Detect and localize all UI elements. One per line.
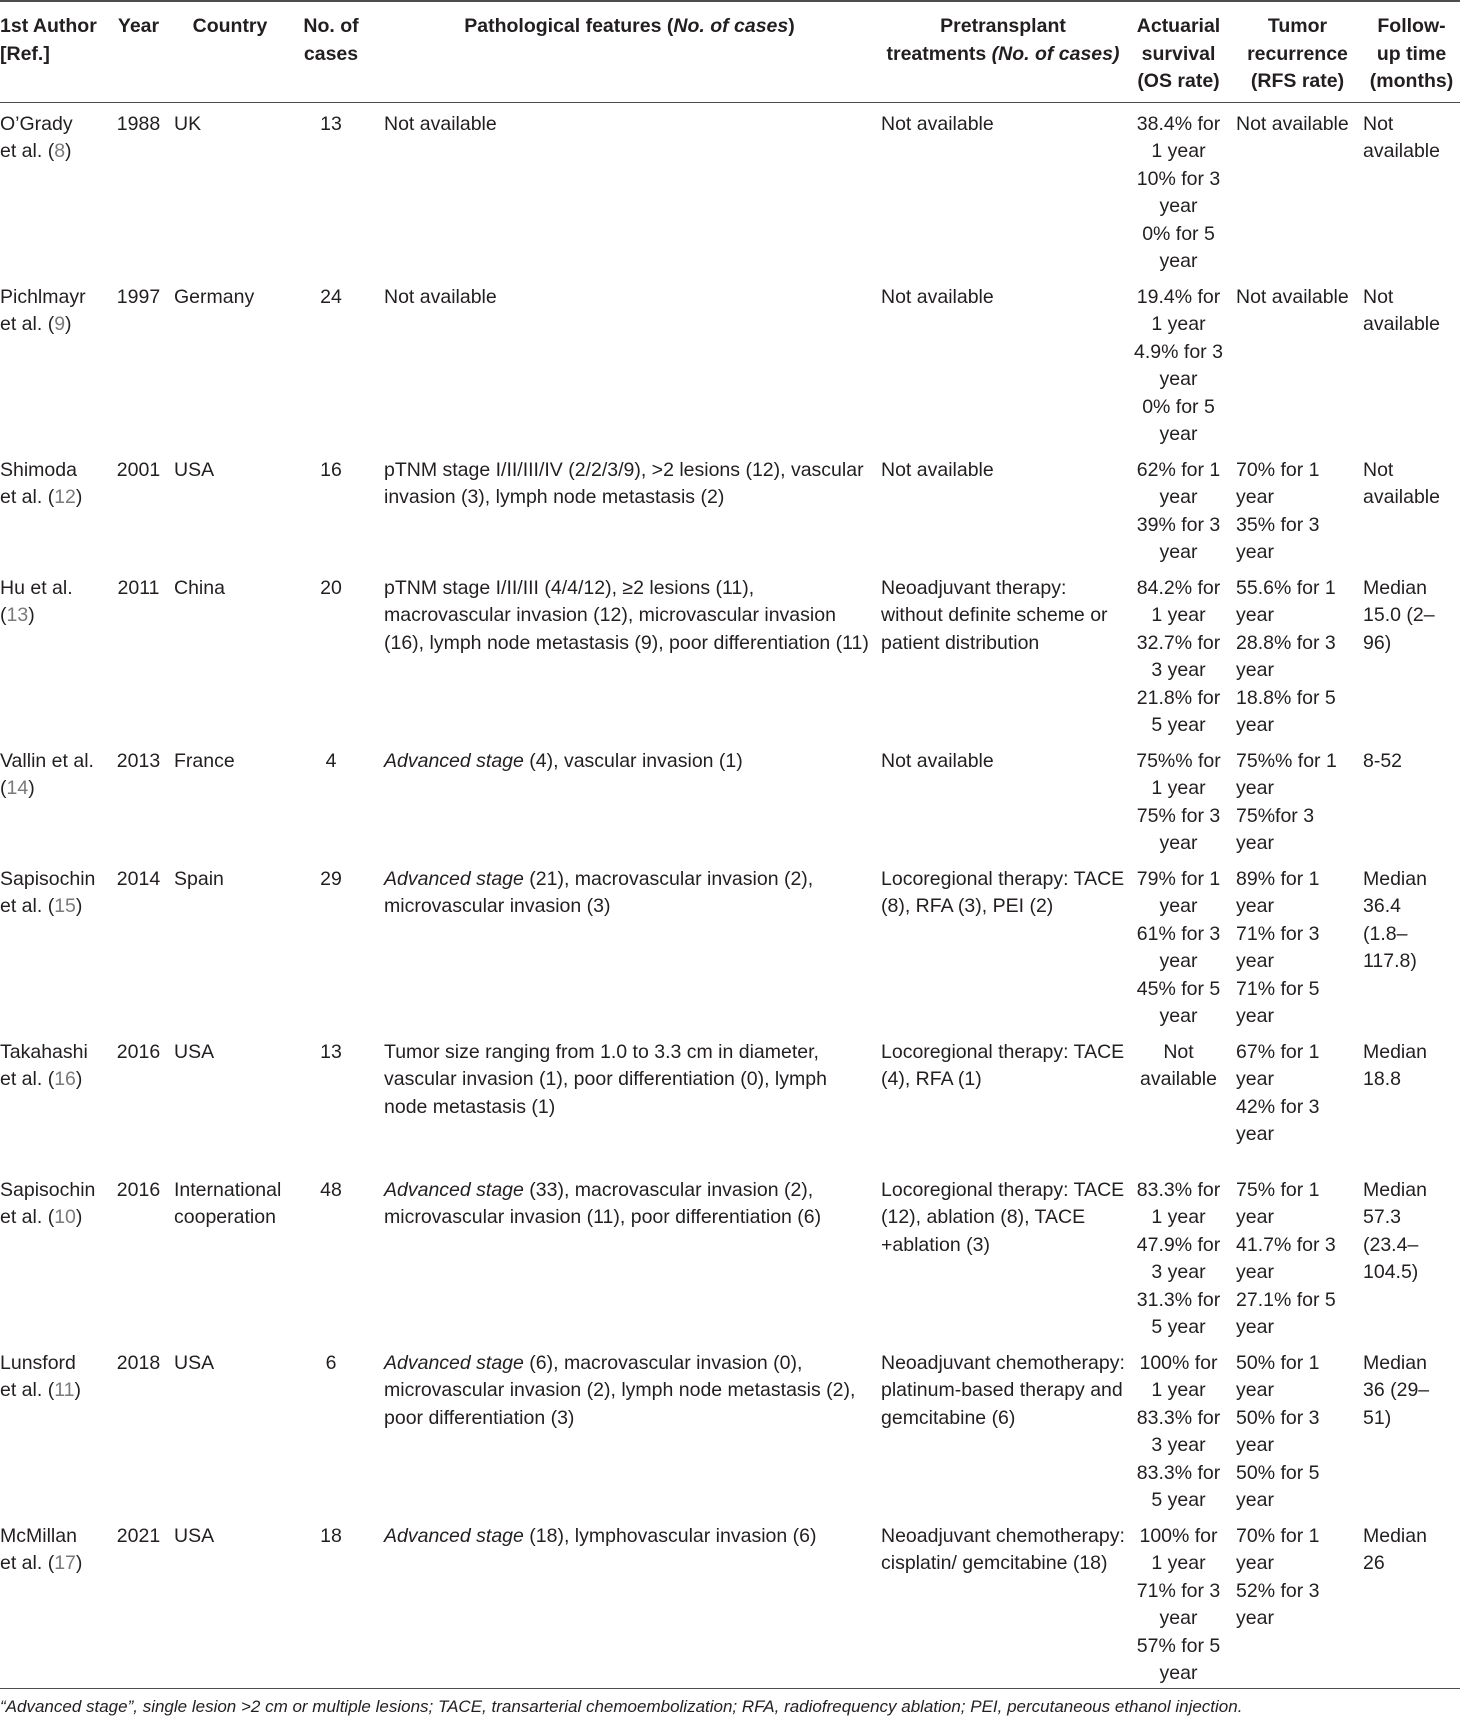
pathology-cell: Advanced stage (21), macrovascular invasion (2), microvascular invasion (3) (384, 867, 814, 917)
header-pathology: Pathological features (No. of cases) (376, 1, 875, 102)
reference-link[interactable]: 15 (54, 895, 76, 917)
os-cell: 83.3% for 1 year 47.9% for 3 year 31.3% for 5 year (1136, 1178, 1221, 1338)
author-cell: Sapisochin et al. (10) (0, 1178, 96, 1228)
year-cell: 2001 (116, 458, 161, 481)
cases-cell: 4 (325, 749, 337, 772)
followup-cell: Median 36 (29– 51) (1363, 1351, 1430, 1429)
pretransplant-cell: Neoadjuvant chemotherapy: cisplatin/ gemcitabine (18) (875, 1515, 1125, 1689)
pretransplant-cell: Locoregional therapy: TACE (4), RFA (1) (881, 1040, 1125, 1090)
country-cell: Spain (174, 867, 224, 890)
cases-cell: 20 (320, 576, 342, 599)
header-year: Year (111, 1, 166, 102)
followup-cell: Not available (1363, 285, 1440, 335)
country-cell: Germany (174, 285, 255, 308)
rfs-cell: 70% for 1 year 35% for 3 year (1236, 458, 1320, 563)
os-cell: 19.4% for 1 year 4.9% for 3 year 0% for 5 year (1134, 285, 1223, 445)
pretransplant-cell: Locoregional therapy: TACE (12), ablation (8), TACE +ablation (3) (881, 1178, 1125, 1256)
cases-cell: 48 (320, 1178, 342, 1201)
pathology-cell: Advanced stage (4), vascular invasion (1) (384, 749, 743, 772)
rfs-cell: 55.6% for 1 year 28.8% for 3 year 18.8% for 5 year (1236, 576, 1336, 736)
author-cell: O’Grady et al. (8) (0, 112, 73, 162)
rfs-cell: Not available (1236, 285, 1349, 308)
reference-link[interactable]: 10 (54, 1206, 76, 1228)
author-cell: Lunsford et al. (11) (0, 1351, 81, 1401)
reference-link[interactable]: 13 (6, 604, 29, 626)
year-cell: 1988 (116, 112, 161, 135)
year-cell: 2021 (111, 1515, 166, 1689)
year-cell: 1997 (116, 285, 161, 308)
pathology-cell: Advanced stage (18), lymphovascular invasion (6) (376, 1515, 875, 1689)
reference-link[interactable]: 17 (54, 1552, 76, 1574)
year-cell: 2016 (116, 1178, 161, 1201)
table-row (0, 449, 1460, 567)
os-cell: 84.2% for 1 year 32.7% for 3 year 21.8% for 5 year (1136, 576, 1221, 736)
author-cell: Vallin et al. (14) (0, 749, 94, 799)
pretransplant-cell: Neoadjuvant chemotherapy: platinum-based therapy and gemcitabine (6) (881, 1351, 1125, 1429)
rfs-cell: 50% for 1 year 50% for 3 year 50% for 5 year (1236, 1351, 1320, 1511)
cases-cell: 29 (320, 867, 342, 890)
cases-cell: 16 (320, 458, 342, 481)
os-cell: 75%% for 1 year 75% for 3 year (1136, 749, 1221, 854)
table-row (0, 1342, 1460, 1515)
os-cell: 100% for 1 year 83.3% for 3 year 83.3% for 5 year (1136, 1351, 1221, 1511)
cases-cell: 18 (286, 1515, 376, 1689)
cases-cell: 13 (320, 112, 342, 135)
table-row (0, 740, 1460, 858)
followup-cell: Median 26 (1359, 1515, 1460, 1689)
table-row (0, 858, 1460, 1031)
rfs-cell: 70% for 1 year 52% for 3 year (1232, 1515, 1359, 1689)
pretransplant-cell: Not available (881, 749, 994, 772)
year-cell: 2018 (116, 1351, 161, 1374)
followup-cell: 8-52 (1363, 749, 1403, 772)
pretransplant-cell: Not available (881, 285, 994, 308)
reference-link[interactable]: 9 (54, 313, 66, 335)
followup-cell: Median 18.8 (1363, 1040, 1427, 1090)
country-cell: International cooperation (174, 1178, 282, 1228)
year-cell: 2013 (116, 749, 161, 772)
cases-cell: 13 (320, 1040, 342, 1063)
followup-cell: Not available (1363, 112, 1440, 162)
os-cell: 38.4% for 1 year 10% for 3 year 0% for 5 year (1136, 112, 1221, 272)
header-row (0, 1, 1460, 102)
os-cell: 62% for 1 year 39% for 3 year (1136, 458, 1221, 563)
os-cell: 79% for 1 year 61% for 3 year 45% for 5 year (1136, 867, 1221, 1027)
table-footnote: “Advanced stage”, single lesion >2 cm or multiple lesions; TACE, transarterial chemoembolization; RFA, radiofrequency ablation; PEI, percutaneous ethanol injection. (0, 1696, 1243, 1716)
country-cell: USA (174, 1040, 215, 1063)
author-cell: Pichlmayr et al. (9) (0, 285, 86, 335)
pathology-cell: Advanced stage (6), macrovascular invasion (0), microvascular invasion (2), lymph node metastasis (2), poor differentiation (3) (384, 1351, 856, 1429)
pathology-cell: pTNM stage I/II/III/IV (2/2/3/9), >2 lesions (12), vascular invasion (3), lymph node metastasis (2) (384, 458, 864, 508)
os-cell: 100% for 1 year 71% for 3 year 57% for 5 year (1125, 1515, 1232, 1689)
table-row (0, 1515, 1460, 1689)
table-row (0, 276, 1460, 449)
os-cell: Not available (1140, 1040, 1217, 1090)
reference-link[interactable]: 16 (54, 1068, 76, 1090)
year-cell: 2016 (116, 1040, 161, 1063)
rfs-cell: 75%% for 1 year 75%for 3 year (1236, 749, 1337, 854)
author-cell: Takahashi et al. (16) (0, 1040, 88, 1090)
table-body (0, 102, 1460, 1688)
country-cell: USA (166, 1515, 286, 1689)
country-cell: UK (174, 112, 202, 135)
pathology-cell: Not available (384, 112, 497, 135)
country-cell: China (174, 576, 225, 599)
author-cell: Sapisochin et al. (15) (0, 867, 96, 917)
author-cell: Hu et al. (13) (0, 576, 73, 626)
pathology-cell: Advanced stage (33), macrovascular invasion (2), microvascular invasion (11), poor differentiation (6) (384, 1178, 822, 1228)
followup-cell: Median 36.4 (1.8– 117.8) (1363, 867, 1427, 972)
pathology-cell: pTNM stage I/II/III (4/4/12), ≥2 lesions (11), macrovascular invasion (12), microvascular invasion (16), lymph node metastasis (9), poor differentiation (11) (384, 576, 869, 654)
header-country: Country (166, 1, 286, 102)
cases-cell: 6 (325, 1351, 337, 1374)
rfs-cell: 75% for 1 year 41.7% for 3 year 27.1% for 5 year (1236, 1178, 1336, 1338)
year-cell: 2014 (116, 867, 161, 890)
year-cell: 2011 (117, 576, 160, 599)
rfs-cell: 89% for 1 year 71% for 3 year 71% for 5 year (1236, 867, 1320, 1027)
reference-link[interactable]: 11 (54, 1379, 75, 1401)
header-pretransplant: Pretransplant treatments (No. of cases) (875, 1, 1125, 102)
reference-link[interactable]: 14 (6, 777, 29, 799)
table-row (0, 1169, 1460, 1342)
header-cases: No. of cases (286, 1, 376, 102)
pretransplant-cell: Neoadjuvant therapy: without definite scheme or patient distribution (881, 576, 1108, 654)
country-cell: USA (174, 458, 215, 481)
pretransplant-cell: Not available (881, 458, 994, 481)
header-os: Actuarial survival (OS rate) (1125, 1, 1232, 102)
country-cell: USA (174, 1351, 215, 1374)
pathology-cell: Tumor size ranging from 1.0 to 3.3 cm in diameter, vascular invasion (1), poor differentiation (0), lymph node metastasis (1) (384, 1040, 827, 1118)
reference-link[interactable]: 8 (54, 140, 66, 162)
header-followup: Follow- up time (months) (1359, 1, 1460, 102)
reference-link[interactable]: 12 (54, 486, 76, 508)
pretransplant-cell: Locoregional therapy: TACE (8), RFA (3), PEI (2) (881, 867, 1125, 917)
pretransplant-cell: Not available (881, 112, 994, 135)
pathology-cell: Not available (384, 285, 497, 308)
followup-cell: Not available (1363, 458, 1440, 508)
table-row (0, 102, 1460, 276)
cases-cell: 24 (320, 285, 342, 308)
author-cell: Shimoda et al. (12) (0, 458, 83, 508)
header-author: 1st Author [Ref.] (0, 1, 111, 102)
author-cell: McMillan et al. (17) (0, 1515, 111, 1689)
table-row (0, 1031, 1460, 1169)
followup-cell: Median 57.3 (23.4– 104.5) (1363, 1178, 1427, 1283)
header-rfs: Tumor recurrence (RFS rate) (1232, 1, 1359, 102)
rfs-cell: Not available (1236, 112, 1349, 135)
followup-cell: Median 15.0 (2– 96) (1363, 576, 1435, 654)
table-row (0, 567, 1460, 740)
rfs-cell: 67% for 1 year 42% for 3 year (1236, 1040, 1320, 1145)
country-cell: France (174, 749, 235, 772)
